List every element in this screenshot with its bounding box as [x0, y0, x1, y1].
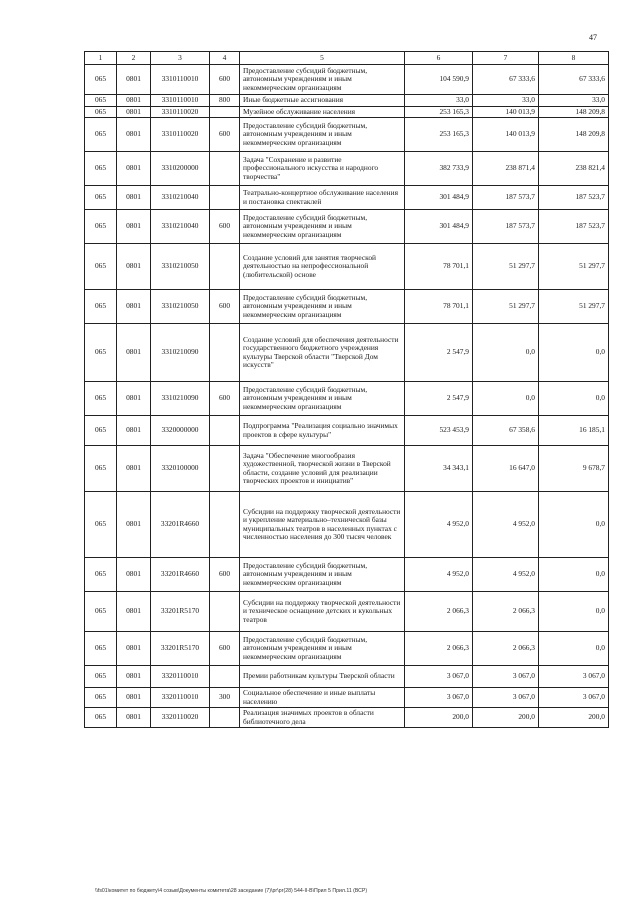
amount-cell: 301 484,9	[405, 210, 473, 244]
description-cell: Задача "Обеспечение многообразия художественной, творческой жизни в Тверской области, создание условий для реализации творческих проектов и инициатив"	[240, 446, 405, 492]
section-code-cell: 0801	[117, 152, 151, 186]
target-article-cell: 33201R5170	[151, 592, 210, 632]
admin-code-cell: 065	[85, 382, 117, 416]
description-cell: Иные бюджетные ассигнования	[240, 95, 405, 107]
amount-cell: 51 297,7	[539, 290, 609, 324]
amount-cell: 16 185,1	[539, 416, 609, 446]
amount-cell: 3 067,0	[405, 666, 473, 688]
expense-type-cell	[210, 492, 240, 558]
target-article-cell: 3320110010	[151, 666, 210, 688]
admin-code-cell: 065	[85, 65, 117, 95]
description-cell: Предоставление субсидий бюджетным, автономным учреждениям и иным некоммерческим организациям	[240, 382, 405, 416]
expense-type-cell: 600	[210, 382, 240, 416]
section-code-cell: 0801	[117, 688, 151, 708]
expense-type-cell: 600	[210, 118, 240, 152]
target-article-cell: 33201R4660	[151, 558, 210, 592]
column-number: 3	[151, 52, 210, 65]
admin-code-cell: 065	[85, 632, 117, 666]
amount-cell: 104 590,9	[405, 65, 473, 95]
amount-cell: 33,0	[539, 95, 609, 107]
description-cell: Субсидии на поддержку творческой деятельности и техническое оснащение детских и кукольных театров	[240, 592, 405, 632]
description-cell: Музейное обслуживание населения	[240, 106, 405, 118]
target-article-cell: 3320100000	[151, 446, 210, 492]
section-code-cell: 0801	[117, 95, 151, 107]
expense-type-cell	[210, 106, 240, 118]
amount-cell: 3 067,0	[473, 688, 539, 708]
table-row	[85, 186, 609, 210]
table-row	[85, 106, 609, 118]
amount-cell: 78 701,1	[405, 244, 473, 290]
table-row	[85, 290, 609, 324]
admin-code-cell: 065	[85, 592, 117, 632]
budget-table	[84, 51, 609, 728]
section-code-cell: 0801	[117, 290, 151, 324]
table-row	[85, 592, 609, 632]
column-number: 7	[473, 52, 539, 65]
target-article-cell: 3310210050	[151, 244, 210, 290]
target-article-cell: 3320000000	[151, 416, 210, 446]
description-cell: Задача "Сохранение и развитие профессионального искусства и народного творчества"	[240, 152, 405, 186]
admin-code-cell: 065	[85, 666, 117, 688]
amount-cell: 2 547,9	[405, 382, 473, 416]
amount-cell: 4 952,0	[473, 558, 539, 592]
amount-cell: 51 297,7	[473, 290, 539, 324]
description-cell: Театрально-концертное обслуживание населения и постановка спектаклей	[240, 186, 405, 210]
expense-type-cell	[210, 324, 240, 382]
description-cell: Социальное обеспечение и иные выплаты населению	[240, 688, 405, 708]
section-code-cell: 0801	[117, 592, 151, 632]
admin-code-cell: 065	[85, 118, 117, 152]
table-row	[85, 632, 609, 666]
amount-cell: 3 067,0	[539, 666, 609, 688]
expense-type-cell	[210, 186, 240, 210]
amount-cell: 187 573,7	[473, 186, 539, 210]
admin-code-cell: 065	[85, 210, 117, 244]
section-code-cell: 0801	[117, 708, 151, 728]
target-article-cell: 33201R5170	[151, 632, 210, 666]
amount-cell: 78 701,1	[405, 290, 473, 324]
expense-type-cell	[210, 446, 240, 492]
section-code-cell: 0801	[117, 446, 151, 492]
amount-cell: 9 678,7	[539, 446, 609, 492]
target-article-cell: 3310210050	[151, 290, 210, 324]
description-cell: Предоставление субсидий бюджетным, автономным учреждениям и иным некоммерческим организациям	[240, 210, 405, 244]
table-row	[85, 446, 609, 492]
page-number: 47	[589, 33, 597, 42]
section-code-cell: 0801	[117, 210, 151, 244]
target-article-cell: 3310110010	[151, 65, 210, 95]
amount-cell: 2 066,3	[405, 632, 473, 666]
expense-type-cell: 600	[210, 65, 240, 95]
target-article-cell: 3310110020	[151, 106, 210, 118]
amount-cell: 200,0	[473, 708, 539, 728]
section-code-cell: 0801	[117, 324, 151, 382]
admin-code-cell: 065	[85, 186, 117, 210]
table-row	[85, 324, 609, 382]
description-cell: Создание условий для занятия творческой деятельностью на непрофессиональной (любительской) основе	[240, 244, 405, 290]
column-number: 6	[405, 52, 473, 65]
admin-code-cell: 065	[85, 324, 117, 382]
expense-type-cell: 600	[210, 210, 240, 244]
amount-cell: 33,0	[405, 95, 473, 107]
target-article-cell: 33201R4660	[151, 492, 210, 558]
target-article-cell: 3310210090	[151, 324, 210, 382]
amount-cell: 4 952,0	[405, 492, 473, 558]
amount-cell: 51 297,7	[539, 244, 609, 290]
target-article-cell: 3310200000	[151, 152, 210, 186]
admin-code-cell: 065	[85, 688, 117, 708]
table-row	[85, 244, 609, 290]
column-number: 8	[539, 52, 609, 65]
section-code-cell: 0801	[117, 492, 151, 558]
section-code-cell: 0801	[117, 558, 151, 592]
admin-code-cell: 065	[85, 708, 117, 728]
column-number: 5	[240, 52, 405, 65]
admin-code-cell: 065	[85, 492, 117, 558]
amount-cell: 0,0	[539, 632, 609, 666]
amount-cell: 238 871,4	[473, 152, 539, 186]
table-row	[85, 65, 609, 95]
expense-type-cell	[210, 416, 240, 446]
amount-cell: 2 547,9	[405, 324, 473, 382]
amount-cell: 4 952,0	[405, 558, 473, 592]
amount-cell: 0,0	[539, 558, 609, 592]
amount-cell: 2 066,3	[405, 592, 473, 632]
expense-type-cell: 600	[210, 558, 240, 592]
amount-cell: 200,0	[405, 708, 473, 728]
description-cell: Предоставление субсидий бюджетным, автономным учреждениям и иным некоммерческим организациям	[240, 558, 405, 592]
expense-type-cell: 800	[210, 95, 240, 107]
section-code-cell: 0801	[117, 186, 151, 210]
amount-cell: 3 067,0	[405, 688, 473, 708]
section-code-cell: 0801	[117, 106, 151, 118]
column-number-row	[85, 52, 609, 65]
section-code-cell: 0801	[117, 632, 151, 666]
amount-cell: 140 013,9	[473, 106, 539, 118]
amount-cell: 3 067,0	[473, 666, 539, 688]
table-row	[85, 492, 609, 558]
amount-cell: 382 733,9	[405, 152, 473, 186]
amount-cell: 148 209,8	[539, 118, 609, 152]
file-path-footer: \\fs01\комитет по бюджету\4 созыв\Документы комитета\28 заседание (7)\рг\рг(28) 544-II-В\Прил 5 Прил.11 (ВСР)	[95, 888, 368, 894]
amount-cell: 253 165,3	[405, 118, 473, 152]
expense-type-cell	[210, 666, 240, 688]
amount-cell: 0,0	[539, 324, 609, 382]
section-code-cell: 0801	[117, 416, 151, 446]
target-article-cell: 3310210040	[151, 186, 210, 210]
amount-cell: 33,0	[473, 95, 539, 107]
expense-type-cell: 600	[210, 632, 240, 666]
amount-cell: 187 523,7	[539, 186, 609, 210]
table-row	[85, 118, 609, 152]
table-row	[85, 688, 609, 708]
admin-code-cell: 065	[85, 446, 117, 492]
section-code-cell: 0801	[117, 244, 151, 290]
section-code-cell: 0801	[117, 666, 151, 688]
column-number: 4	[210, 52, 240, 65]
amount-cell: 0,0	[539, 382, 609, 416]
target-article-cell: 3310210090	[151, 382, 210, 416]
target-article-cell: 3310110010	[151, 95, 210, 107]
table-row	[85, 152, 609, 186]
amount-cell: 200,0	[539, 708, 609, 728]
target-article-cell: 3310210040	[151, 210, 210, 244]
amount-cell: 187 523,7	[539, 210, 609, 244]
description-cell: Предоставление субсидий бюджетным, автономным учреждениям и иным некоммерческим организациям	[240, 65, 405, 95]
expense-type-cell	[210, 244, 240, 290]
description-cell: Предоставление субсидий бюджетным, автономным учреждениям и иным некоммерческим организациям	[240, 632, 405, 666]
amount-cell: 238 821,4	[539, 152, 609, 186]
amount-cell: 67 358,6	[473, 416, 539, 446]
expense-type-cell: 300	[210, 688, 240, 708]
description-cell: Создание условий для обеспечения деятельности государственного бюджетного учреждения культуры Тверской области "Тверской Дом искусств"	[240, 324, 405, 382]
description-cell: Премии работникам культуры Тверской области	[240, 666, 405, 688]
admin-code-cell: 065	[85, 416, 117, 446]
amount-cell: 2 066,3	[473, 632, 539, 666]
amount-cell: 67 333,6	[473, 65, 539, 95]
expense-type-cell	[210, 152, 240, 186]
description-cell: Предоставление субсидий бюджетным, автономным учреждениям и иным некоммерческим организациям	[240, 290, 405, 324]
table-row	[85, 382, 609, 416]
description-cell: Реализация значимых проектов в области библиотечного дела	[240, 708, 405, 728]
amount-cell: 0,0	[473, 382, 539, 416]
amount-cell: 301 484,9	[405, 186, 473, 210]
amount-cell: 4 952,0	[473, 492, 539, 558]
amount-cell: 187 573,7	[473, 210, 539, 244]
table-row	[85, 666, 609, 688]
target-article-cell: 3320110010	[151, 688, 210, 708]
amount-cell: 34 343,1	[405, 446, 473, 492]
expense-type-cell	[210, 592, 240, 632]
amount-cell: 523 453,9	[405, 416, 473, 446]
admin-code-cell: 065	[85, 290, 117, 324]
amount-cell: 51 297,7	[473, 244, 539, 290]
expense-type-cell	[210, 708, 240, 728]
table-row	[85, 416, 609, 446]
amount-cell: 3 067,0	[539, 688, 609, 708]
amount-cell: 253 165,3	[405, 106, 473, 118]
admin-code-cell: 065	[85, 95, 117, 107]
admin-code-cell: 065	[85, 106, 117, 118]
admin-code-cell: 065	[85, 244, 117, 290]
table-row	[85, 95, 609, 107]
table-row	[85, 708, 609, 728]
amount-cell: 140 013,9	[473, 118, 539, 152]
amount-cell: 0,0	[539, 592, 609, 632]
amount-cell: 0,0	[473, 324, 539, 382]
description-cell: Предоставление субсидий бюджетным, автономным учреждениям и иным некоммерческим организациям	[240, 118, 405, 152]
column-number: 1	[85, 52, 117, 65]
amount-cell: 148 209,8	[539, 106, 609, 118]
amount-cell: 67 333,6	[539, 65, 609, 95]
target-article-cell: 3310110020	[151, 118, 210, 152]
section-code-cell: 0801	[117, 118, 151, 152]
section-code-cell: 0801	[117, 65, 151, 95]
admin-code-cell: 065	[85, 558, 117, 592]
description-cell: Субсидии на поддержку творческой деятельности и укрепление материально–технической базы муниципальных театров в населенных пунктах с численностью населения до 300 тысяч человек	[240, 492, 405, 558]
amount-cell: 0,0	[539, 492, 609, 558]
description-cell: Подпрограмма "Реализация социально значимых проектов в сфере культуры"	[240, 416, 405, 446]
admin-code-cell: 065	[85, 152, 117, 186]
column-number: 2	[117, 52, 151, 65]
amount-cell: 2 066,3	[473, 592, 539, 632]
target-article-cell: 3320110020	[151, 708, 210, 728]
section-code-cell: 0801	[117, 382, 151, 416]
expense-type-cell: 600	[210, 290, 240, 324]
table-row	[85, 210, 609, 244]
table-row	[85, 558, 609, 592]
amount-cell: 16 647,0	[473, 446, 539, 492]
